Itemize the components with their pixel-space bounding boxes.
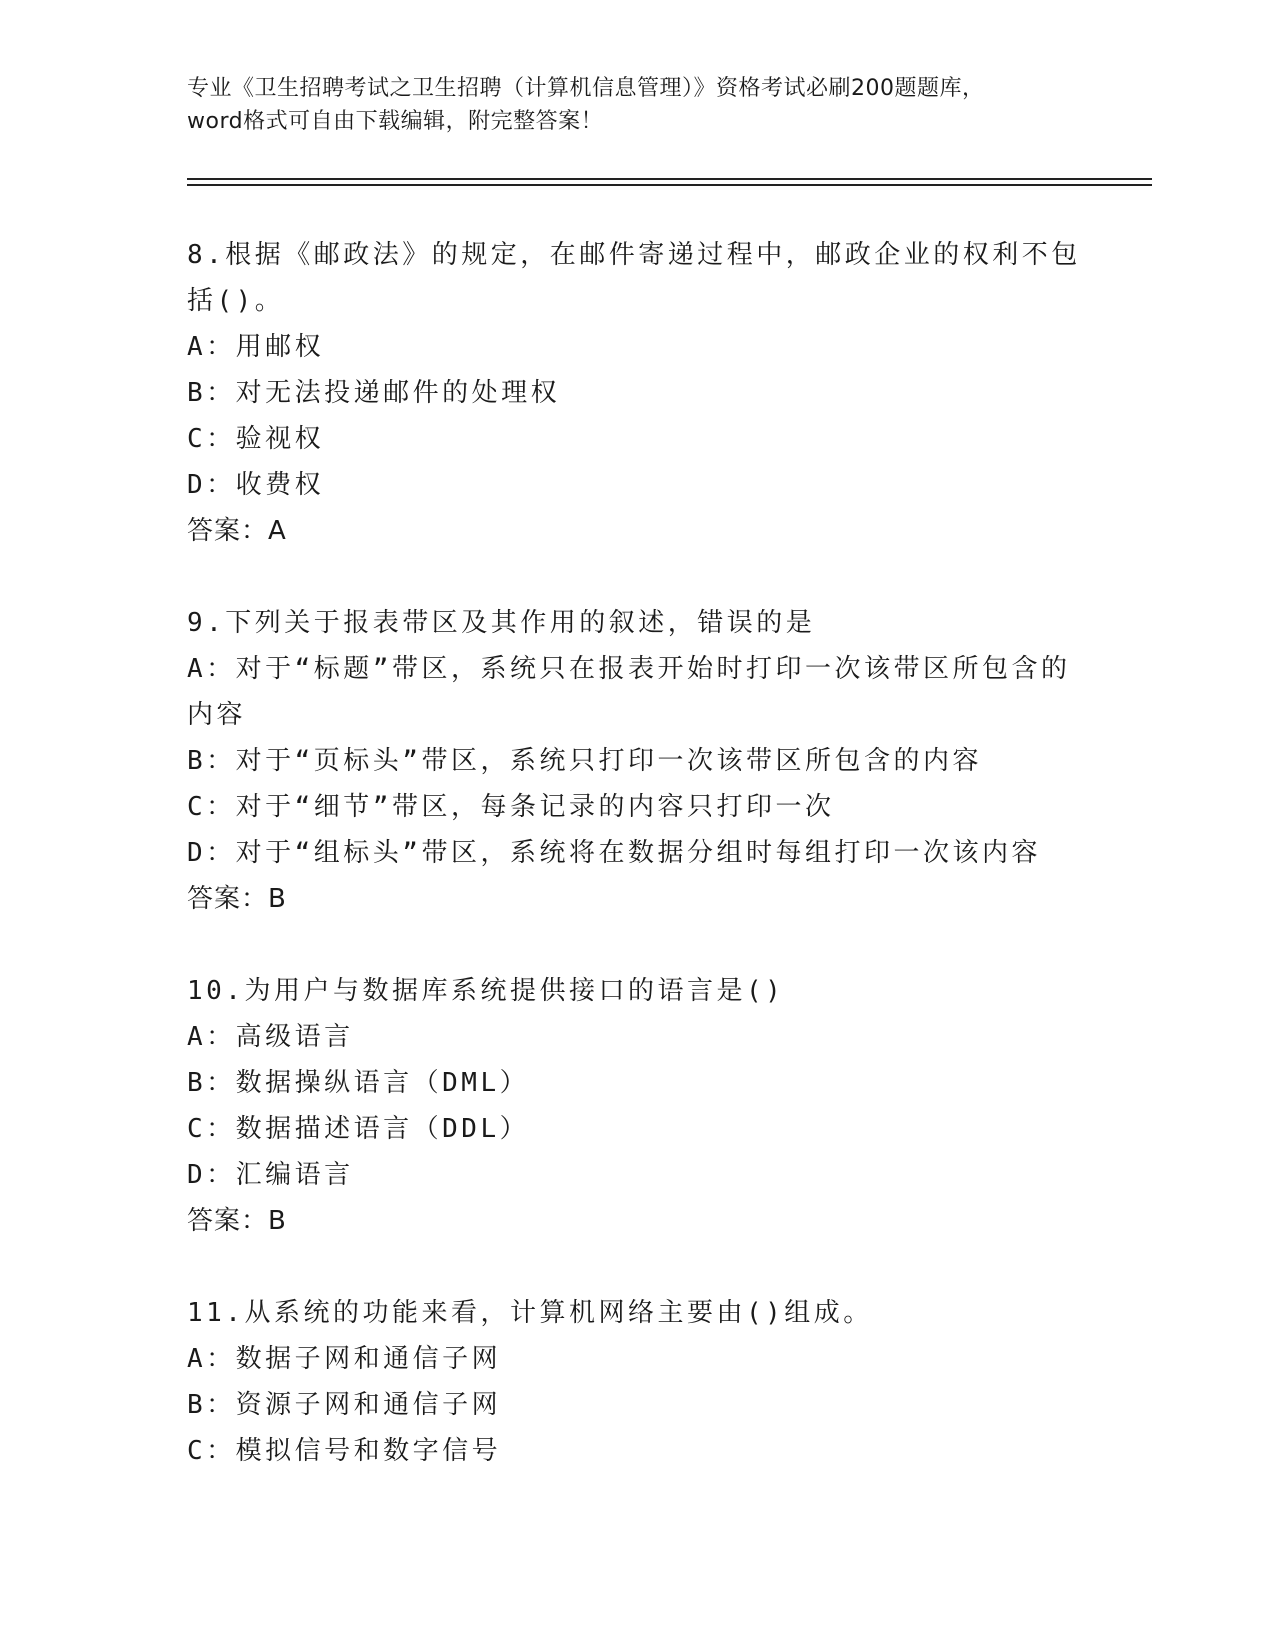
question-stem: 11.从系统的功能来看，计算机网络主要由()组成。 [187, 1298, 873, 1328]
question-block [187, 600, 1087, 922]
question-stem: 括()。 [187, 286, 285, 316]
answer-option: B：数据操纵语言（DML） [187, 1068, 530, 1098]
question-stem: 8.根据《邮政法》的规定，在邮件寄递过程中，邮政企业的权利不包 [187, 240, 1081, 270]
answer-option: C：数据描述语言（DDL） [187, 1114, 530, 1144]
document-header [187, 72, 1087, 138]
correct-answer: 答案：A [187, 516, 287, 546]
answer-option: B：对无法投递邮件的处理权 [187, 378, 561, 408]
answer-option: A：高级语言 [187, 1022, 354, 1052]
answer-option: C：对于“细节”带区，每条记录的内容只打印一次 [187, 792, 835, 822]
answer-option: C：验视权 [187, 424, 325, 454]
question-list [187, 232, 1087, 1520]
answer-option: D：对于“组标头”带区，系统将在数据分组时每组打印一次该内容 [187, 838, 1041, 868]
question-block [187, 1290, 1087, 1474]
header-divider-bottom [187, 184, 1152, 186]
answer-option: C：模拟信号和数字信号 [187, 1436, 502, 1466]
answer-option: B：对于“页标头”带区，系统只打印一次该带区所包含的内容 [187, 746, 982, 776]
answer-option: A：数据子网和通信子网 [187, 1344, 502, 1374]
header-divider-top [187, 178, 1152, 180]
question-block [187, 968, 1087, 1244]
correct-answer: 答案：B [187, 1206, 287, 1236]
correct-answer: 答案：B [187, 884, 287, 914]
answer-option: D：汇编语言 [187, 1160, 354, 1190]
header-line-2: word格式可自由下载编辑，附完整答案！ [187, 109, 604, 134]
header-line-1: 专业《卫生招聘考试之卫生招聘（计算机信息管理）》资格考试必刷200题题库， [187, 76, 985, 101]
answer-option: 内容 [187, 700, 247, 730]
answer-option: A：对于“标题”带区，系统只在报表开始时打印一次该带区所包含的 [187, 654, 1071, 684]
answer-option: A：用邮权 [187, 332, 325, 362]
question-stem: 10.为用户与数据库系统提供接口的语言是() [187, 976, 785, 1006]
answer-option: B：资源子网和通信子网 [187, 1390, 502, 1420]
question-block [187, 232, 1087, 554]
question-stem: 9.下列关于报表带区及其作用的叙述，错误的是 [187, 608, 816, 638]
answer-option: D：收费权 [187, 470, 325, 500]
